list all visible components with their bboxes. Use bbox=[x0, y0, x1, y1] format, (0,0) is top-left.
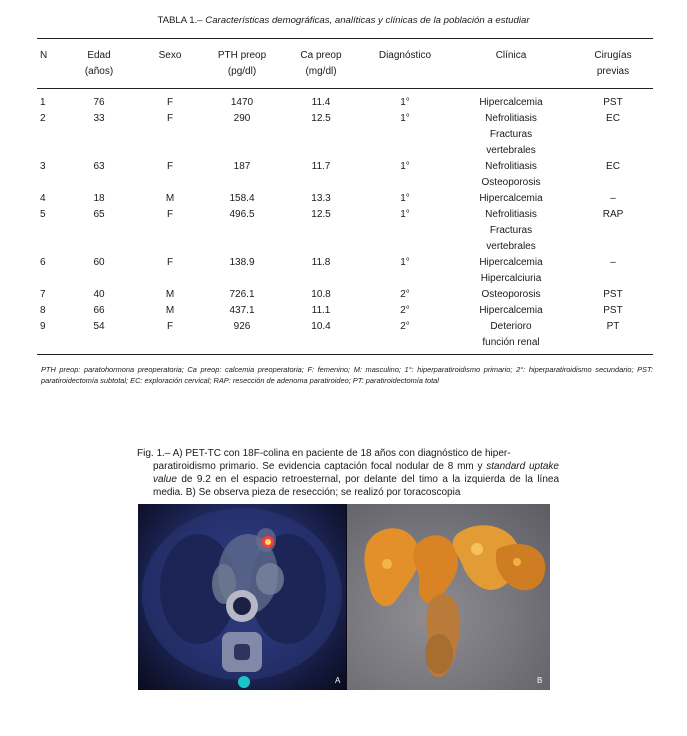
table-cell-cirugias: PST bbox=[603, 305, 623, 316]
figure-caption bbox=[137, 447, 559, 499]
table-cell-pth: 726.1 bbox=[229, 289, 255, 300]
table-cell-clinica: Hipercalciuria bbox=[480, 273, 542, 284]
table-title bbox=[0, 15, 687, 26]
column-header: previas bbox=[596, 66, 630, 77]
pet-ct-scan-image bbox=[138, 504, 346, 690]
caption-part-italic: standard uptake value bbox=[153, 461, 559, 485]
table-cell-clinica: función renal bbox=[482, 337, 540, 348]
table-cell-ca: 12.5 bbox=[311, 113, 331, 124]
table-cell-pth: 138.9 bbox=[229, 257, 255, 268]
table-cell-diag: 2° bbox=[400, 289, 410, 300]
table-cell-clinica: Nefrolitiasis bbox=[485, 161, 537, 172]
table-cell-edad: 65 bbox=[93, 209, 105, 220]
panel-a-label: A bbox=[335, 676, 341, 685]
table-cell-sexo: M bbox=[165, 193, 175, 204]
table-cell-diag: 1° bbox=[400, 257, 410, 268]
table-cell-pth: 1470 bbox=[230, 97, 254, 108]
table-cell-cirugias: PT bbox=[606, 321, 620, 332]
table-cell-n: 6 bbox=[40, 257, 46, 268]
column-header: Diagnóstico bbox=[378, 50, 432, 61]
caption-line-1: Fig. 1.– A) PET-TC con 18F-colina en paciente de 18 años con diagnóstico de hiper- bbox=[137, 448, 511, 459]
table-cell-n: 5 bbox=[40, 209, 46, 220]
table-cell-clinica: Nefrolitiasis bbox=[485, 209, 537, 220]
table-cell-edad: 18 bbox=[93, 193, 105, 204]
table-cell-n: 4 bbox=[40, 193, 46, 204]
table-bottom-rule bbox=[37, 354, 653, 355]
table-cell-clinica: Deterioro bbox=[490, 321, 532, 332]
table-cell-diag: 1° bbox=[400, 161, 410, 172]
panel-b-label: B bbox=[537, 676, 543, 685]
table-cell-n: 9 bbox=[40, 321, 46, 332]
table-cell-cirugias: RAP bbox=[602, 209, 624, 220]
table-cell-edad: 40 bbox=[93, 289, 105, 300]
table-cell-ca: 11.7 bbox=[311, 161, 331, 172]
table-cell-diag: 1° bbox=[400, 209, 410, 220]
table-cell-pth: 926 bbox=[233, 321, 251, 332]
table-cell-sexo: F bbox=[166, 113, 174, 124]
table-cell-diag: 2° bbox=[400, 305, 410, 316]
table-cell-edad: 54 bbox=[93, 321, 105, 332]
table-cell-sexo: F bbox=[166, 161, 174, 172]
table-cell-ca: 12.5 bbox=[311, 209, 331, 220]
table-cell-clinica: Hipercalcemia bbox=[479, 193, 543, 204]
table-cell-clinica: Fracturas bbox=[489, 129, 533, 140]
table-cell-n: 2 bbox=[40, 113, 46, 124]
table-cell-sexo: M bbox=[165, 305, 175, 316]
table-title-prefix: TABLA 1.– bbox=[157, 15, 206, 26]
table-cell-cirugias: PST bbox=[603, 289, 623, 300]
table-cell-n: 1 bbox=[40, 97, 46, 108]
column-header: Clínica bbox=[495, 50, 527, 61]
pet-ct-panel bbox=[138, 504, 346, 690]
table-cell-ca: 11.8 bbox=[311, 257, 331, 268]
column-header: Sexo bbox=[158, 50, 182, 61]
table-cell-sexo: M bbox=[165, 289, 175, 300]
figure-image bbox=[138, 504, 550, 690]
table-title-italic: Características demográficas, analíticas y clínicas de la población a estudiar bbox=[205, 15, 530, 26]
caption-part-a: paratiroidismo primario. Se evidencia captación focal nodular de 8 mm y bbox=[153, 461, 487, 472]
table-cell-clinica: Hipercalcemia bbox=[479, 305, 543, 316]
table-cell-diag: 1° bbox=[400, 113, 410, 124]
column-header: (pg/dl) bbox=[227, 66, 257, 77]
table-cell-clinica: Osteoporosis bbox=[481, 177, 541, 188]
resection-specimen-image bbox=[347, 504, 550, 690]
table-cell-cirugias: – bbox=[610, 257, 616, 268]
table-cell-cirugias: EC bbox=[606, 113, 620, 124]
table-cell-diag: 1° bbox=[400, 97, 410, 108]
table-cell-clinica: Hipercalcemia bbox=[479, 257, 543, 268]
table-cell-cirugias: – bbox=[610, 193, 616, 204]
column-header: PTH preop bbox=[217, 50, 267, 61]
table-header-rule bbox=[37, 88, 653, 89]
table-cell-n: 7 bbox=[40, 289, 46, 300]
table-cell-clinica: Nefrolitiasis bbox=[485, 113, 537, 124]
table-cell-edad: 60 bbox=[93, 257, 105, 268]
table-cell-n: 8 bbox=[40, 305, 46, 316]
table-cell-clinica: Hipercalcemia bbox=[479, 97, 543, 108]
table-cell-ca: 11.4 bbox=[311, 97, 331, 108]
caption-part-c: de 9.2 en el espacio retroesternal, por delante del timo a la izquierda de la línea media. B) Se observa pieza de resección; se realizó por toracoscopia bbox=[153, 474, 559, 498]
table-cell-pth: 187 bbox=[233, 161, 251, 172]
column-header: Ca preop bbox=[300, 50, 342, 61]
table-cell-pth: 158.4 bbox=[229, 193, 255, 204]
specimen-photo-panel bbox=[347, 504, 550, 690]
table-top-rule bbox=[37, 38, 653, 39]
table-cell-cirugias: EC bbox=[606, 161, 620, 172]
column-header: Edad bbox=[87, 50, 111, 61]
table-cell-sexo: F bbox=[166, 257, 174, 268]
table-cell-pth: 496.5 bbox=[229, 209, 255, 220]
table-cell-edad: 33 bbox=[93, 113, 105, 124]
column-header: Cirugías bbox=[594, 50, 632, 61]
column-header: N bbox=[40, 50, 48, 61]
table-cell-clinica: Fracturas bbox=[489, 225, 533, 236]
table-cell-edad: 66 bbox=[93, 305, 105, 316]
table-footnote: PTH preop: paratohormona preoperatoria; Ca preop: calcemia preoperatoria; F: femenino; M: masculino; 1°: hiperparatiroidismo primario; 2°: hiperparatiroidismo secundario; PST: paratiroidectomía subtotal; EC: exploración cervical; RAP: resección de adenoma paratiroideo; PT: paratiroidectomía total bbox=[41, 365, 653, 385]
table-cell-ca: 10.8 bbox=[311, 289, 331, 300]
table-cell-clinica: vertebrales bbox=[486, 145, 536, 156]
table-cell-sexo: F bbox=[166, 209, 174, 220]
table-cell-diag: 2° bbox=[400, 321, 410, 332]
table-cell-cirugias: PST bbox=[603, 97, 623, 108]
column-header: (años) bbox=[84, 66, 114, 77]
table-cell-edad: 76 bbox=[93, 97, 105, 108]
table-cell-n: 3 bbox=[40, 161, 46, 172]
table-cell-ca: 13.3 bbox=[311, 193, 331, 204]
table-cell-sexo: F bbox=[166, 97, 174, 108]
table-cell-sexo: F bbox=[166, 321, 174, 332]
table-cell-edad: 63 bbox=[93, 161, 105, 172]
table-cell-ca: 11.1 bbox=[311, 305, 331, 316]
table-cell-ca: 10.4 bbox=[311, 321, 331, 332]
table-cell-clinica: Osteoporosis bbox=[481, 289, 541, 300]
caption-body bbox=[137, 460, 559, 499]
table-cell-pth: 290 bbox=[233, 113, 251, 124]
table-cell-diag: 1° bbox=[400, 193, 410, 204]
column-header: (mg/dl) bbox=[305, 66, 337, 77]
table-cell-clinica: vertebrales bbox=[486, 241, 536, 252]
table-cell-pth: 437.1 bbox=[229, 305, 255, 316]
